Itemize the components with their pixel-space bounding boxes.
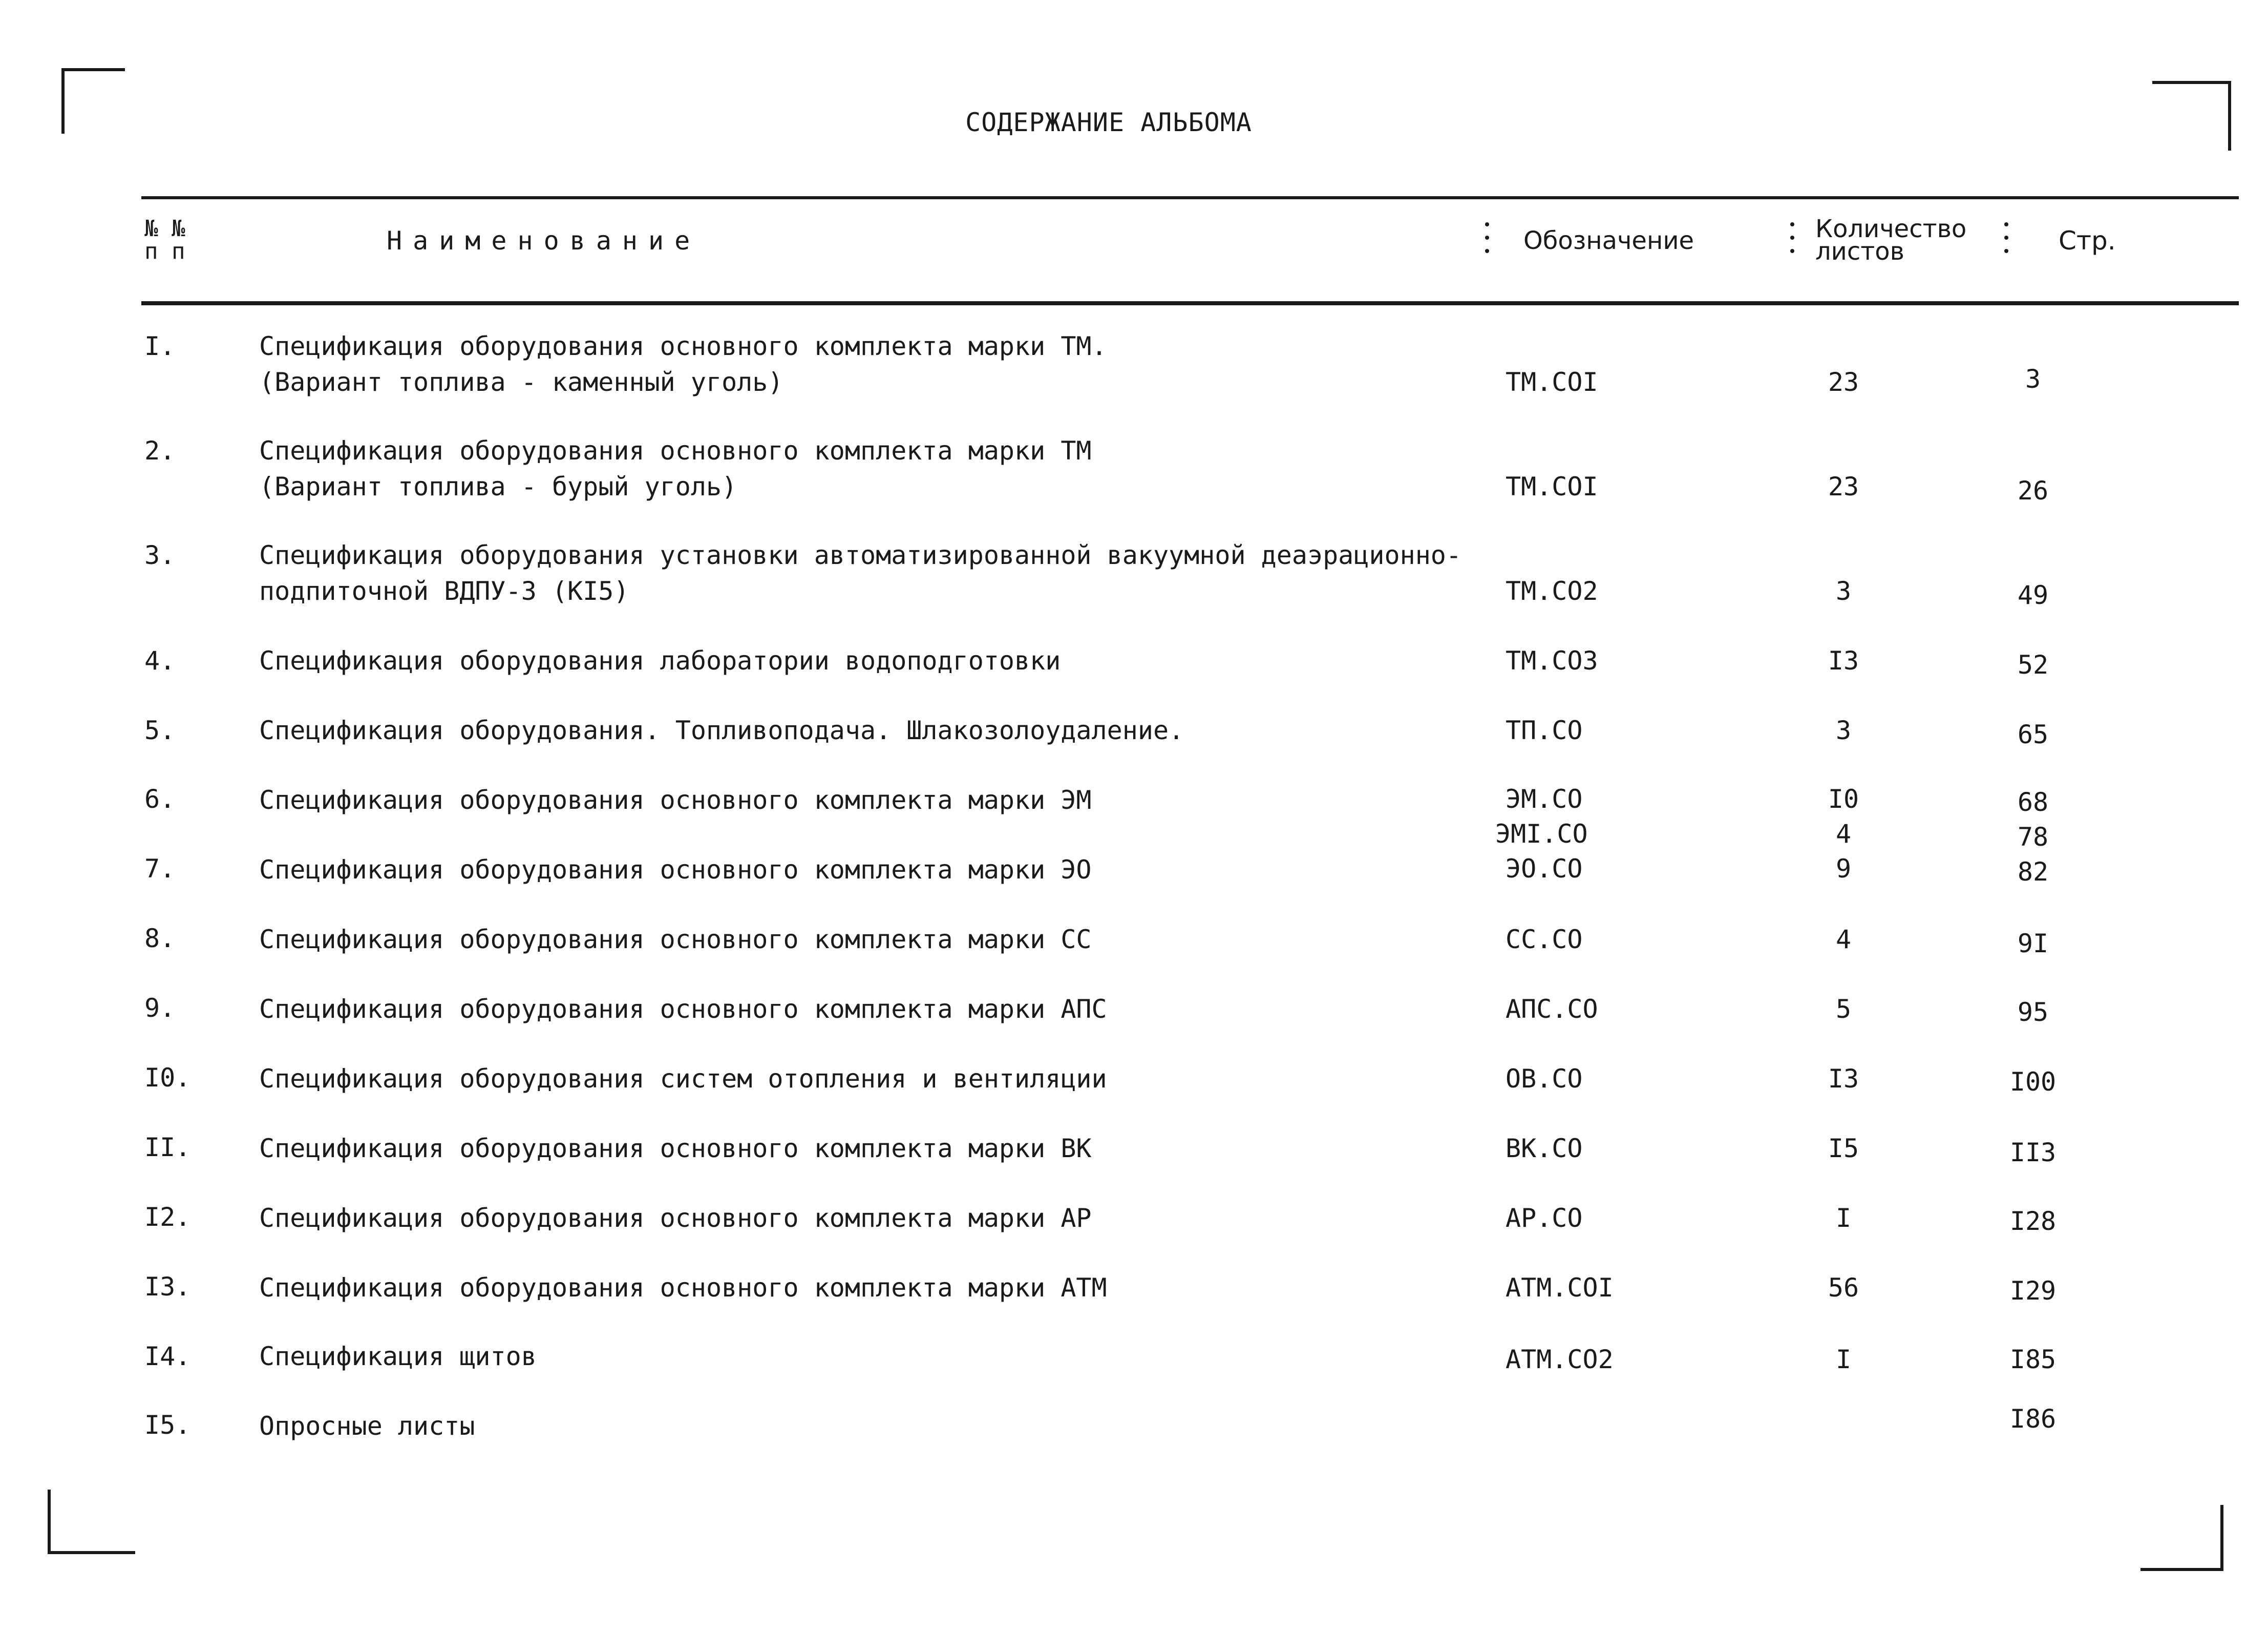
row-name-line1: Спецификация оборудования основного комплекта марки СС [259, 925, 1092, 954]
column-header-number-line2: п п [144, 238, 185, 264]
row-number: 9. [144, 993, 176, 1023]
row-name-line1: Спецификация оборудования основного комплекта марки ЭО [259, 855, 1092, 885]
row-name-line1: Спецификация оборудования основного комплекта марки АР [259, 1203, 1092, 1233]
row-name-line1: Спецификация оборудования установки автоматизированной вакуумной деаэрационно- [259, 540, 1461, 570]
column-header-code: Обозначение [1523, 226, 1694, 255]
row-sheet-count: I3 [1828, 646, 1859, 676]
row-number: 7. [144, 854, 176, 884]
row-page: I85 [2009, 1345, 2057, 1374]
row-page: 3 [2025, 364, 2041, 394]
row-number: 4. [144, 646, 176, 676]
row-number: 2. [144, 436, 176, 466]
column-header-name: Наименование [387, 226, 701, 256]
row-code-secondary: ЭМI.СО [1495, 819, 1588, 849]
row-code: ТМ.СО2 [1506, 576, 1598, 606]
row-sheet-count: I0 [1828, 784, 1859, 814]
row-sheet-count-secondary: 4 [1835, 819, 1852, 849]
row-number: II. [144, 1133, 191, 1162]
row-code: ОВ.СО [1506, 1064, 1583, 1094]
row-code: СС.СО [1506, 925, 1583, 954]
row-sheet-count: 5 [1835, 994, 1852, 1024]
row-name-line1: Спецификация оборудования основного комплекта марки ТМ. [259, 331, 1107, 361]
row-page: I00 [2009, 1067, 2057, 1097]
row-name-line2: (Вариант топлива - каменный уголь) [259, 367, 783, 397]
document-title: СОДЕРЖАНИЕ АЛЬБОМА [965, 108, 1252, 137]
row-name-line1: Спецификация оборудования основного комплекта марки ТМ [259, 436, 1092, 466]
row-number: I5. [144, 1410, 191, 1440]
column-separator [2004, 222, 2008, 262]
row-number: I. [144, 331, 176, 361]
corner-mark-top-right [2152, 81, 2231, 151]
row-sheet-count: I5 [1828, 1134, 1859, 1163]
row-sheet-count: 3 [1835, 716, 1852, 745]
row-page: I28 [2009, 1206, 2057, 1236]
row-page: 9I [2017, 929, 2049, 958]
row-page: II3 [2009, 1138, 2057, 1167]
row-page: 68 [2017, 787, 2049, 817]
row-name-line1: Спецификация оборудования основного комплекта марки ВК [259, 1134, 1092, 1163]
column-header-sheet-count [1815, 215, 1967, 266]
row-sheet-count: I [1835, 1345, 1852, 1374]
row-name-line2: подпиточной ВДПУ-3 (КI5) [259, 576, 629, 606]
row-name-line1: Спецификация оборудования основного комплекта марки АТМ [259, 1273, 1107, 1303]
row-page: 95 [2017, 997, 2049, 1027]
row-name-line1: Спецификация оборудования основного комплекта марки АПС [259, 994, 1107, 1024]
row-page: 52 [2017, 650, 2049, 680]
column-header-sheet-count-line1: Количество [1815, 215, 1967, 243]
row-number: 8. [144, 924, 176, 953]
row-code: ТП.СО [1506, 716, 1583, 745]
row-code: ЭМ.СО [1506, 784, 1583, 814]
row-number: 5. [144, 716, 176, 745]
row-page: 65 [2017, 720, 2049, 749]
row-page-secondary: 78 [2017, 822, 2049, 852]
row-name-line1: Опросные листы [259, 1411, 475, 1441]
row-name-line2: (Вариант топлива - бурый уголь) [259, 472, 737, 501]
row-sheet-count: 3 [1835, 576, 1852, 606]
row-name-line1: Спецификация оборудования систем отопления и вентиляции [259, 1064, 1107, 1094]
row-number: 6. [144, 784, 176, 814]
row-code: ТМ.СО3 [1506, 646, 1598, 676]
column-header-number-line1: № № [144, 216, 185, 242]
row-code: АТМ.СО2 [1506, 1345, 1614, 1374]
row-sheet-count: 23 [1828, 472, 1859, 501]
row-code: ТМ.СОI [1506, 472, 1598, 501]
row-page: I29 [2009, 1276, 2057, 1306]
column-header-number [144, 218, 206, 263]
row-number: I0. [144, 1063, 191, 1093]
column-separator [1485, 222, 1489, 262]
row-code: ВК.СО [1506, 1134, 1583, 1163]
row-name-line1: Спецификация оборудования основного комплекта марки ЭМ [259, 785, 1092, 815]
table-header-rule [141, 301, 2239, 305]
row-page: 49 [2017, 580, 2049, 610]
row-number: I3. [144, 1272, 191, 1302]
row-sheet-count: 4 [1835, 925, 1852, 954]
corner-mark-top-left [61, 68, 125, 134]
row-code: ТМ.СОI [1506, 367, 1598, 397]
row-number: 3. [144, 540, 176, 570]
row-sheet-count: 23 [1828, 367, 1859, 397]
column-header-page: Стр. [2059, 226, 2116, 256]
row-number: I2. [144, 1202, 191, 1232]
row-sheet-count: I3 [1828, 1064, 1859, 1094]
row-code: АПС.СО [1506, 994, 1598, 1024]
row-page: I86 [2009, 1404, 2057, 1434]
row-page: 82 [2017, 857, 2049, 887]
corner-mark-bottom-left [48, 1490, 135, 1554]
row-code: АТМ.СОI [1506, 1273, 1614, 1303]
table-top-rule [141, 196, 2239, 199]
row-number: I4. [144, 1342, 191, 1371]
row-code: ЭО.СО [1506, 854, 1583, 884]
row-name-line1: Спецификация оборудования. Топливоподача. Шлакозолоудаление. [259, 716, 1184, 745]
row-sheet-count: 56 [1828, 1273, 1859, 1303]
row-sheet-count: 9 [1835, 854, 1852, 884]
column-header-sheet-count-line2: листов [1815, 237, 1904, 266]
row-page: 26 [2017, 476, 2049, 506]
row-name-line1: Спецификация щитов [259, 1342, 537, 1371]
column-separator [1790, 222, 1794, 262]
row-code: АР.СО [1506, 1203, 1583, 1233]
corner-mark-bottom-right [2140, 1505, 2223, 1571]
row-name-line1: Спецификация оборудования лаборатории водоподготовки [259, 646, 1061, 676]
row-sheet-count: I [1835, 1203, 1852, 1233]
